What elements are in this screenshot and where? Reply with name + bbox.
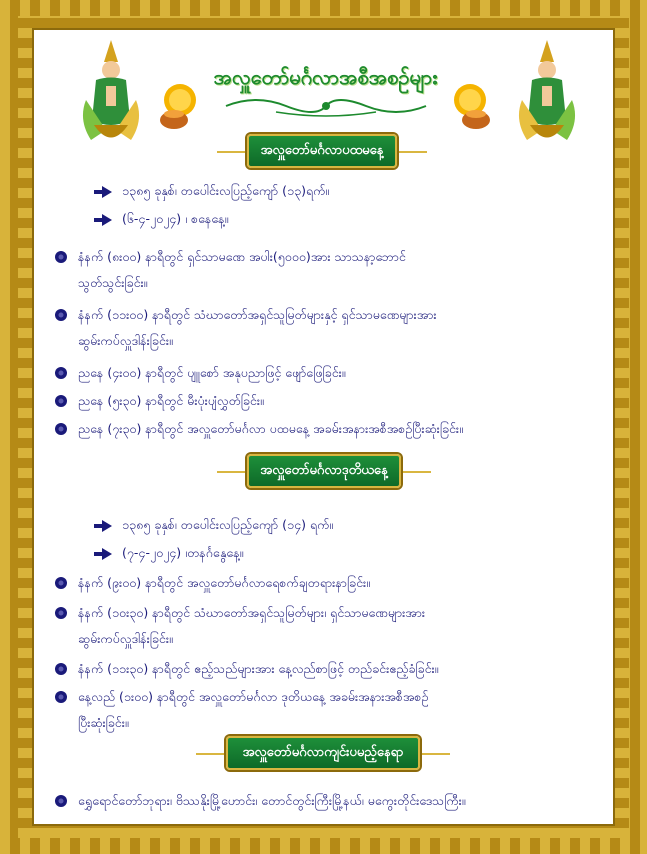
arrow-right-icon: [102, 214, 112, 226]
bullet-flower-icon: [54, 366, 68, 380]
bullet-flower-icon: [54, 250, 68, 264]
day1-weekday-line: (၆-၄-၂၀၂၄) ၊ စနေနေ့။: [102, 210, 228, 228]
bullet-flower-icon: [54, 606, 68, 620]
day2-item-4-line2: ပြီးဆုံးခြင်း။: [78, 715, 129, 730]
flourish-divider-icon: [216, 94, 436, 118]
invitation-sheet: [32, 28, 615, 826]
day1-item-4: ညနေ (၅း၃၀) နာရီတွင် မီးပုံးပျံလွှတ်ခြင်း။: [78, 393, 264, 408]
day1-item-2-line1: နံနက် (၁၁း၀၀) နာရီတွင် သံဃာတော်အရှင်သူမြတ်များနှင့် ရှင်သာမဏေများအား: [78, 307, 437, 322]
bullet-flower-icon: [54, 576, 68, 590]
day1-item-2-line2: ဆွမ်းကပ်လှူဒါန်းခြင်း။: [78, 333, 173, 348]
day2-banner: အလှူတော်မင်္ဂလာဒုတိယနေ့: [247, 454, 401, 488]
day1-item-1-line1: နံနက် (၈း၀၀) နာရီတွင် ရှင်သာမဏေ အပါး(၅၀၀၀)အား သာသနာ့ဘောင်: [78, 249, 406, 264]
bullet-flower-icon: [54, 690, 68, 704]
bullet-flower-icon: [54, 662, 68, 676]
day1-date-line: ၁၃၈၅ ခုနှစ်၊ တပေါင်းလပြည့်ကျော် (၁၃)ရက်။: [102, 182, 329, 200]
arrow-right-icon: [102, 186, 112, 198]
arrow-right-icon: [102, 520, 112, 532]
bullet-flower-icon: [54, 422, 68, 436]
celestial-figure-left-icon: [76, 40, 146, 150]
day2-item-4-line1: နေ့လည် (၁း၀၀) နာရီတွင် အလှူတော်မင်္ဂလာ ဒုတိယနေ့ အခမ်းအနားအစီအစဉ်: [78, 689, 429, 704]
day2-weekday-line: (၇-၄-၂၀၂၄) ၊တနင်္ဂနွေနေ့။: [102, 544, 243, 562]
day2-item-3: နံနက် (၁၁း၃၀) နာရီတွင် ဧည့်သည်များအား နေ့လည်စာဖြင့် တည်ခင်းဧည့်ခံခြင်း။: [78, 661, 439, 676]
venue-banner: အလှူတော်မင်္ဂလာကျင်းပမည့်နေရာ: [226, 736, 420, 770]
day1-item-1-line2: သွတ်သွင်းခြင်း။: [78, 275, 148, 290]
day1-banner: အလှူတော်မင်္ဂလာပထမနေ့: [247, 134, 397, 168]
bullet-flower-icon: [54, 794, 68, 808]
day2-item-2-line2: ဆွမ်းကပ်လှူဒါန်းခြင်း။: [78, 631, 173, 646]
page-title: အလှူတော်မင်္ဂလာအစီအစဉ်များ: [213, 65, 438, 89]
bullet-flower-icon: [54, 394, 68, 408]
day2-item-1: နံနက် (၉း၀၀) နာရီတွင် အလှူတော်မင်္ဂလာရေစက်ချတရားနာခြင်း။: [78, 575, 370, 590]
day2-item-2-line1: နံနက် (၁၀း၃၀) နာရီတွင် သံဃာတော်အရှင်သူမြတ်များ၊ ရှင်သာမဏေများအား: [78, 605, 426, 620]
venue-address: ရွှေရောင်တော်ဘုရား၊ ဗိဿနိုးမြို့ဟောင်း၊ တောင်တွင်းကြီးမြို့နယ်၊ မကွေးတိုင်းဒေသကြီး။: [78, 793, 466, 808]
bullet-flower-icon: [54, 308, 68, 322]
arrow-right-icon: [102, 548, 112, 560]
day1-item-5: ညနေ (၇း၃၀) နာရီတွင် အလှူတော်မင်္ဂလာ ပထမနေ့ အခမ်းအနားအစီအစဉ်ပြီးဆုံးခြင်း။: [78, 421, 463, 436]
celestial-figure-right-icon: [512, 40, 582, 150]
day1-item-3: ညနေ (၄း၀၀) နာရီတွင် ပျူစော် အနုပညာဖြင့် ဖျော်ဖြေခြင်း။: [78, 365, 346, 380]
day2-date-line: ၁၃၈၅ ခုနှစ်၊ တပေါင်းလပြည့်ကျော် (၁၄) ရက်။: [102, 516, 333, 534]
